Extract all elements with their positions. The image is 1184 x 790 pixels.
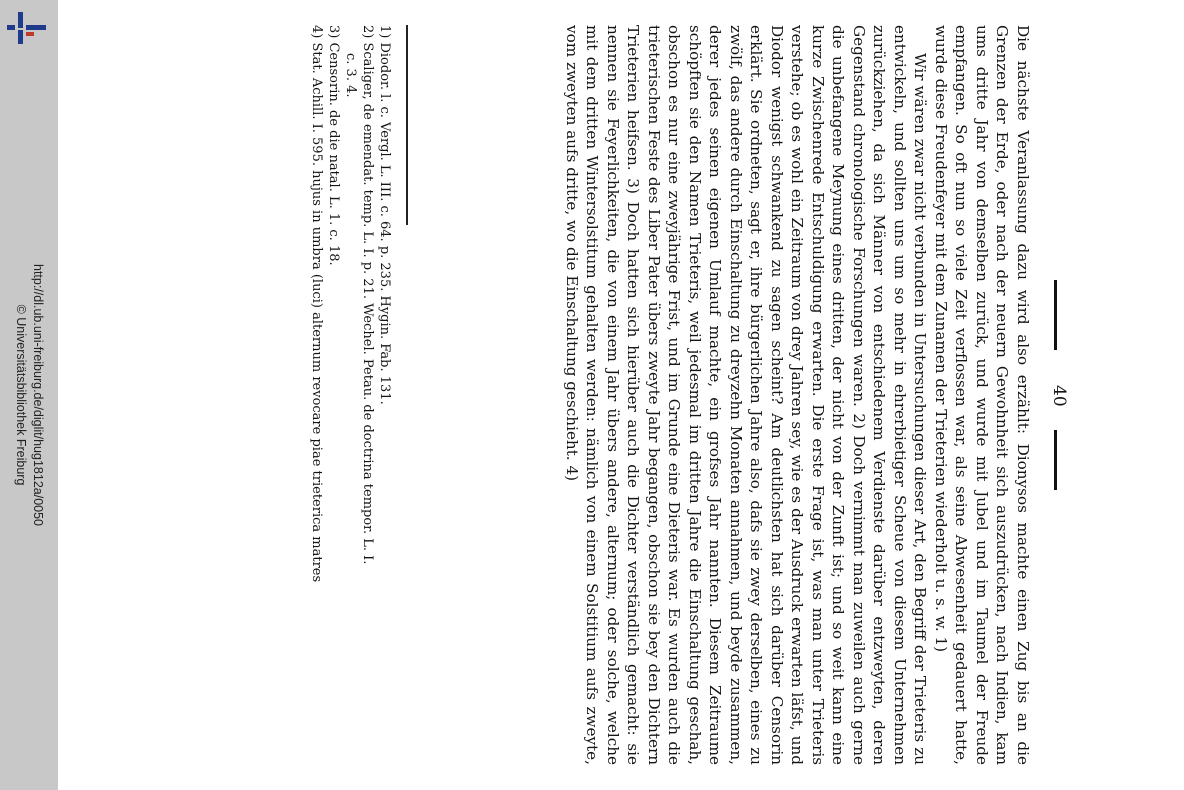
- source-url: http://dl.ub.uni-freiburg.de/diglit/hug1812a/0050: [31, 264, 45, 526]
- copyright-notice: © Universitätsbibliothek Freiburg: [14, 304, 28, 486]
- page-content: [273, 25, 1073, 765]
- header-rule-left: [1054, 280, 1057, 350]
- footnote-2: 2) Scaliger, de emendat. temp. L. I. p. 21. Wechel. Petau. de doctrina tempor. L. I.: [360, 25, 375, 565]
- footnotes: [308, 25, 393, 765]
- header-rule-right: [1054, 430, 1057, 490]
- footnote-2-continued: c. 3. 4.: [343, 53, 358, 98]
- sidebar-caption: [12, 5, 46, 785]
- footnote-1: 1) Diodor. l. c. Vergl. L. III. c. 64. p. 235. Hygin. Fab. 131.: [377, 25, 392, 405]
- footnote-4: 4) Stat. Achill. I. 595. hujus in umbra (luci) alternum revocare piae trieterica matres: [309, 25, 324, 583]
- scanned-page: [58, 0, 1184, 790]
- page-number: 40: [1049, 385, 1069, 407]
- footnote-3: 3) Censorin. de die natal. L. 1. c. 18.: [326, 25, 341, 266]
- paragraph-1: Die nächste Veranlassung dazu wird also erzählt: Dionysos machte einen Zug bis an die Grenzen der Erde, oder nach der neuern Gewohnheit sich auszudrücken, nach Indien, kam ums dritte Jahr von demselben zurück, und wurde mit Jubel und im Taumel der Freude empfangen. So oft nun so viele Zeit verflossen war, als seine Abwesenheit gedauert hatte, wurde diese Freudenfeyer mit dem Zunamen der Trieterien wiederholt u. s. w. 1): [932, 25, 1032, 765]
- page-header: [1045, 25, 1069, 765]
- paragraph-2: Wir wären zwar nicht verbunden in Untersuchungen dieser Art, den Begriff der Trieteris zu entwickeln, und sollten uns um so mehr in ehrerbietiger Scheue von diesem Unternehmen zurückziehen, da sich Männer von entschiedenem Verdienste darüber entzweyten, deren Gegenstand chronologische Forschungen waren. 2) Doch vernimmt man zuweilen auch gerne die unbefangene Meynung eines dritten, der nicht von der Zunft ist; und so weit kann eine kurze Zwischenrede Entschuldigung erwarten. Die erste Frage ist, was man unter Trieteris verstehe; ob es wohl ein Zeitraum von drey Jahren sey, wie es der Ausdruck erwarten läfst, und Diodor wenigst schwankend zu sagen scheint? Am deutlichsten hat sich darüber Censorin erklärt. Sie ordneten, sagt er, ihre bürgerlichen Jahre also, dafs sie zwey derselben, eines zu zwölf, das andere durch Einschaltung zu dreyzehn Monaten annahmen, und beyde zusammen, derer jedes seinen eigenen Umlauf machte, ein grofses Jahr nannten. Diesem Zeitraume schöpften sie den Namen Trieteris, weil jedesmal im dritten Jahre die Einschaltung geschah, obschon es nur eine zweyjährige Frist, und im Grunde eine Dieteris war. Es wurden auch die trieterischen Feste des Liber Pater übers zweyte Jahr begangen, obschon sie bey den Dichtern Trieterien heifsen. 3) Doch hatten sich hierüber auch die Dichter verständlich gemacht: sie nennen sie Feyerlichkeiten, die von einem Jahr übers andere, alternum; oder solche, welche mit dem dritten Wintersolstitum gehalten werden: nämlich von einem Solstitium aufs zweyte, vom zweyten aufs dritte, wo die Einschaltung geschieht. 4): [563, 25, 930, 765]
- footnote-divider: [406, 25, 408, 225]
- viewer-sidebar: [0, 0, 58, 790]
- body-text: [562, 25, 1034, 765]
